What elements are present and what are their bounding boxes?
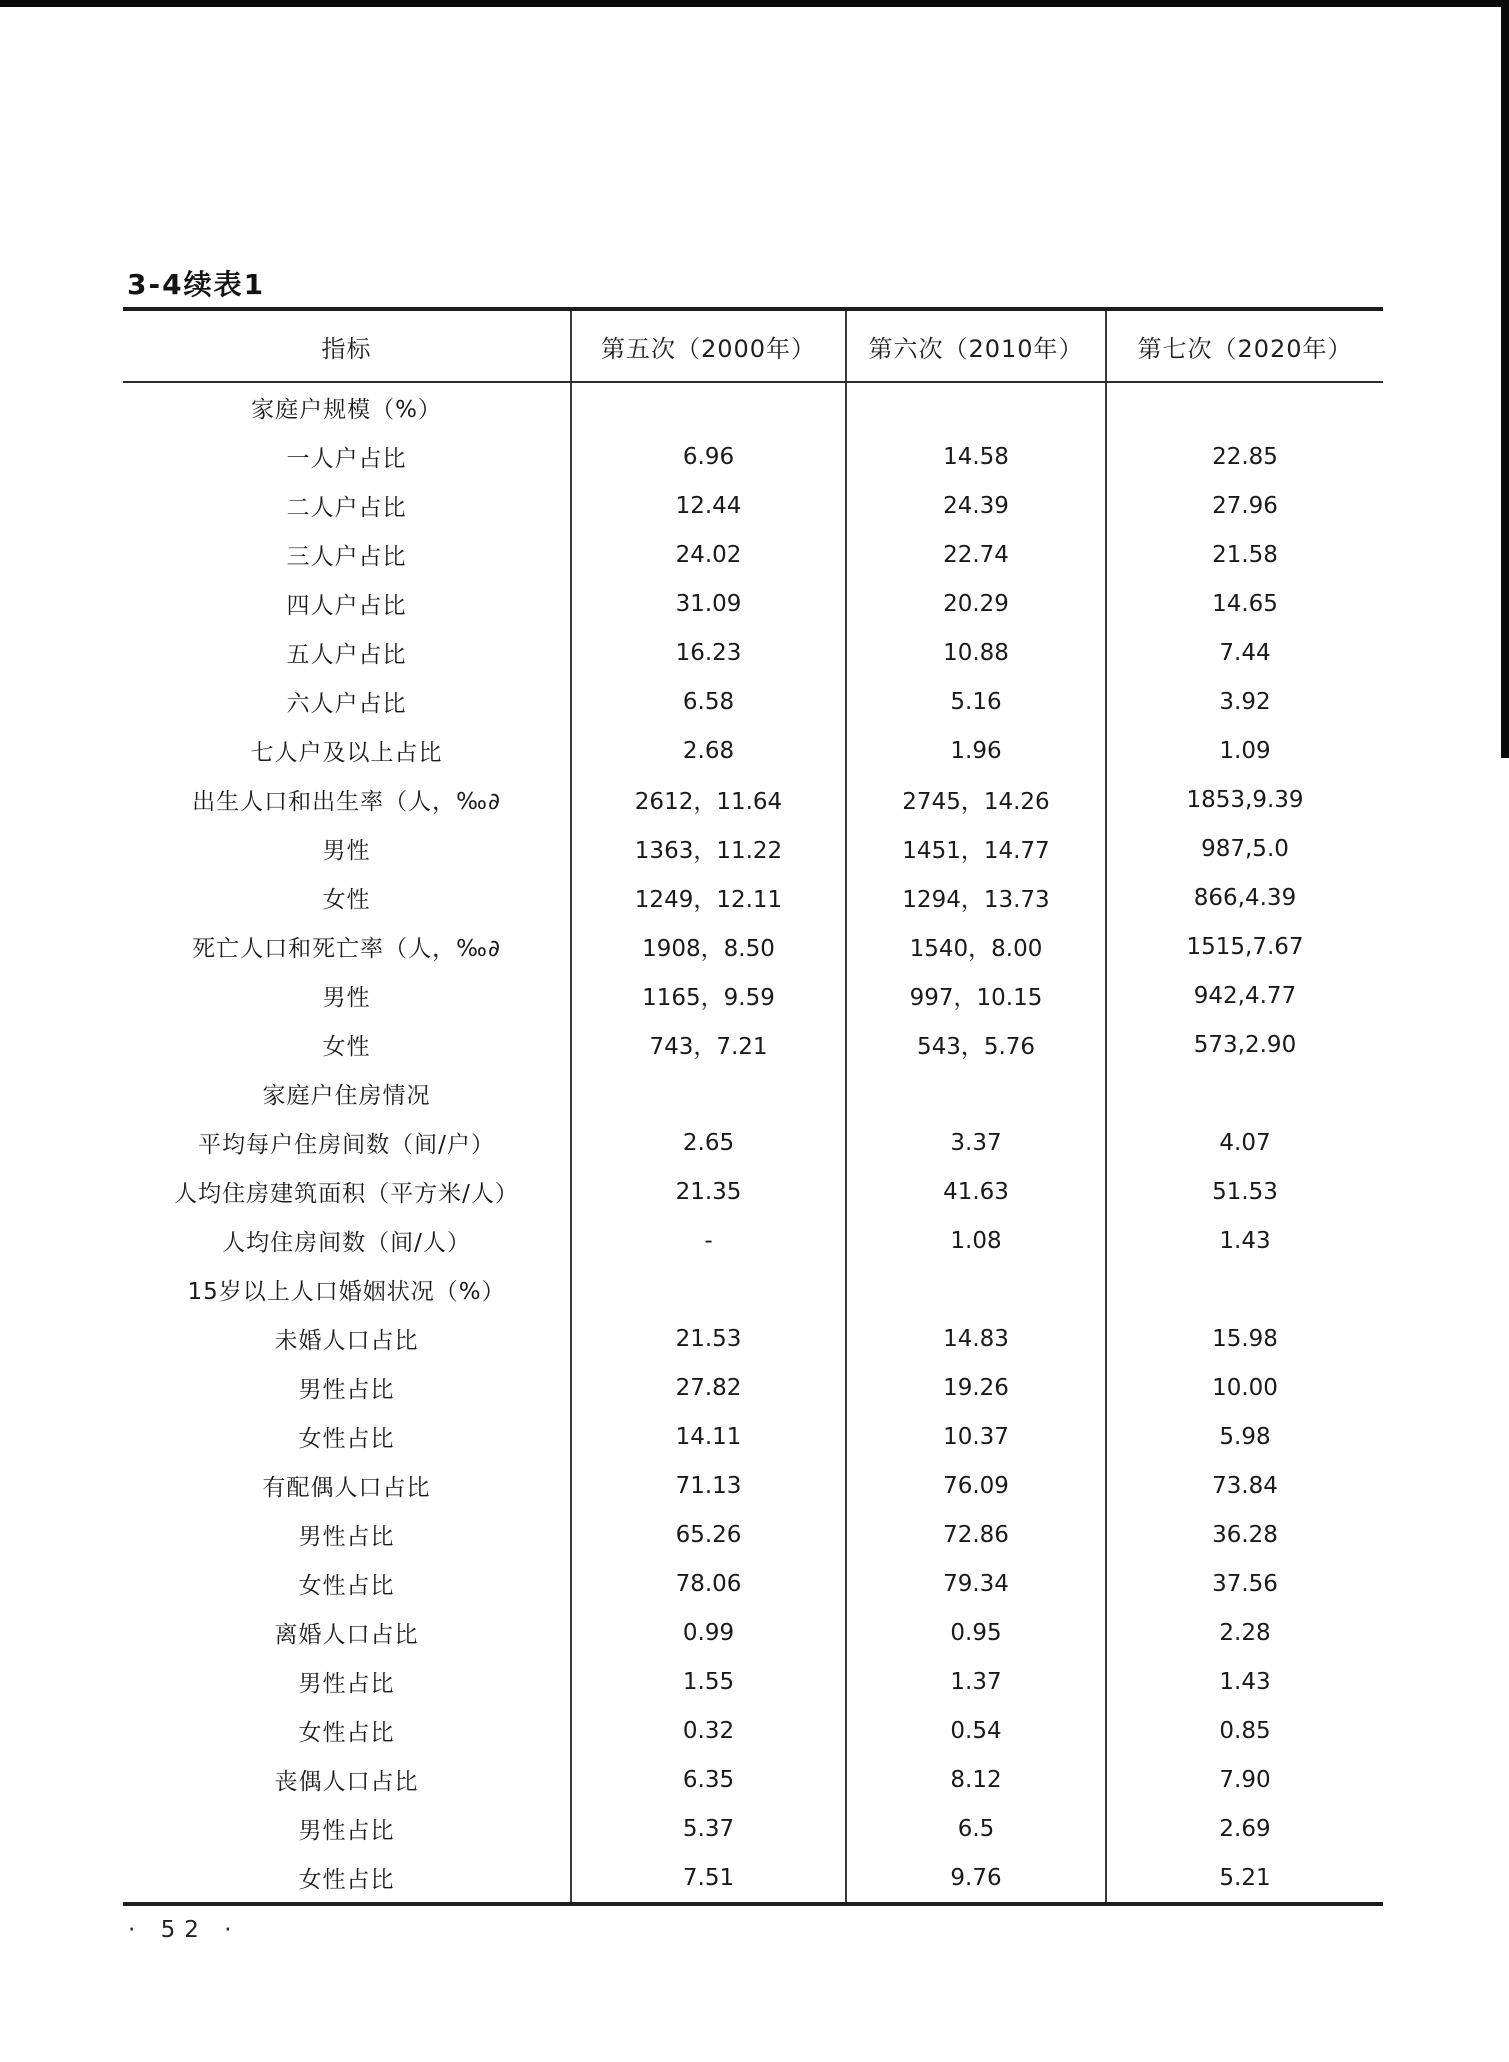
value-census-7th: 1.43	[1105, 1657, 1383, 1706]
value-census-7th: 37.56	[1105, 1559, 1383, 1608]
value-census-5th: 1249，12.11	[570, 873, 845, 922]
value-census-7th: 1.43	[1105, 1216, 1383, 1265]
row-label: 一人户占比	[286, 446, 407, 472]
value-census-6th	[845, 1069, 1105, 1118]
row-label: 出生人口和出生率（人，‰∂	[192, 789, 501, 815]
table-row	[123, 1755, 1383, 1804]
value-census-6th: 10.37	[845, 1412, 1105, 1461]
table-row	[123, 873, 1383, 922]
value-census-6th: 1540，8.00	[845, 922, 1105, 971]
value-census-5th: 14.11	[570, 1412, 845, 1461]
row-label: 未婚人口占比	[274, 1328, 419, 1354]
value-census-5th: 6.58	[570, 677, 845, 726]
table-row	[123, 383, 1383, 432]
row-label: 女性	[322, 887, 371, 913]
page-number: · 52 ·	[128, 1917, 241, 1943]
table-row	[123, 1314, 1383, 1363]
table-row	[123, 1363, 1383, 1412]
value-census-5th: 21.35	[570, 1167, 845, 1216]
table-body	[123, 383, 1383, 1902]
value-census-6th: 1.08	[845, 1216, 1105, 1265]
row-label: 离婚人口占比	[274, 1622, 419, 1648]
value-census-6th: 1451，14.77	[845, 824, 1105, 873]
value-census-7th: 0.85	[1105, 1706, 1383, 1755]
value-census-6th: 543，5.76	[845, 1020, 1105, 1069]
value-census-5th: 71.13	[570, 1461, 845, 1510]
value-census-6th: 10.88	[845, 628, 1105, 677]
row-label: 家庭户规模（%）	[251, 397, 442, 423]
value-census-7th: 22.85	[1105, 432, 1383, 481]
value-census-6th: 8.12	[845, 1755, 1105, 1804]
table-header-row	[123, 311, 1383, 383]
value-census-6th: 0.95	[845, 1608, 1105, 1657]
table-row	[123, 432, 1383, 481]
table-row	[123, 1559, 1383, 1608]
table-row	[123, 1118, 1383, 1167]
value-census-5th: 7.51	[570, 1853, 845, 1902]
value-census-7th: 573,2.90	[1105, 1020, 1383, 1069]
header-census-6th-2010: 第六次（2010年）	[845, 311, 1105, 381]
value-census-6th: 1.96	[845, 726, 1105, 775]
value-census-5th: 78.06	[570, 1559, 845, 1608]
value-census-7th	[1105, 1265, 1383, 1314]
value-census-6th: 79.34	[845, 1559, 1105, 1608]
value-census-5th: 2612，11.64	[570, 775, 845, 824]
table-row	[123, 1461, 1383, 1510]
value-census-5th	[570, 383, 845, 432]
table-row	[123, 1412, 1383, 1461]
table-row	[123, 1265, 1383, 1314]
table-row	[123, 628, 1383, 677]
header-census-7th-2020: 第七次（2020年）	[1105, 311, 1383, 381]
row-label: 七人户及以上占比	[250, 740, 443, 766]
row-label: 五人户占比	[286, 642, 407, 668]
value-census-5th: 31.09	[570, 579, 845, 628]
value-census-5th: 6.96	[570, 432, 845, 481]
value-census-6th	[845, 1265, 1105, 1314]
value-census-5th: 743，7.21	[570, 1020, 845, 1069]
value-census-7th: 5.21	[1105, 1853, 1383, 1902]
value-census-5th: -	[570, 1216, 845, 1265]
value-census-6th: 1294，13.73	[845, 873, 1105, 922]
value-census-6th: 6.5	[845, 1804, 1105, 1853]
value-census-7th: 7.90	[1105, 1755, 1383, 1804]
value-census-6th: 3.37	[845, 1118, 1105, 1167]
row-label: 男性占比	[298, 1524, 395, 1550]
row-label: 男性占比	[298, 1377, 395, 1403]
row-label: 女性	[322, 1034, 371, 1060]
header-indicator: 指标	[321, 334, 372, 363]
value-census-5th: 65.26	[570, 1510, 845, 1559]
value-census-7th: 14.65	[1105, 579, 1383, 628]
row-label: 四人户占比	[286, 593, 407, 619]
value-census-6th: 20.29	[845, 579, 1105, 628]
value-census-6th: 0.54	[845, 1706, 1105, 1755]
value-census-7th: 942,4.77	[1105, 971, 1383, 1020]
value-census-6th: 2745，14.26	[845, 775, 1105, 824]
value-census-5th: 6.35	[570, 1755, 845, 1804]
value-census-5th: 2.68	[570, 726, 845, 775]
table-row	[123, 1706, 1383, 1755]
value-census-7th: 36.28	[1105, 1510, 1383, 1559]
value-census-7th: 1.09	[1105, 726, 1383, 775]
value-census-7th: 1853,9.39	[1105, 775, 1383, 824]
table-row	[123, 1608, 1383, 1657]
row-label: 女性占比	[298, 1867, 395, 1893]
table-row	[123, 1167, 1383, 1216]
value-census-5th: 1165，9.59	[570, 971, 845, 1020]
value-census-5th: 1908，8.50	[570, 922, 845, 971]
row-label: 15岁以上人口婚姻状况（%）	[187, 1279, 506, 1305]
value-census-7th: 3.92	[1105, 677, 1383, 726]
table-row	[123, 726, 1383, 775]
value-census-5th: 0.32	[570, 1706, 845, 1755]
row-label: 男性	[322, 985, 371, 1011]
row-label: 人均住房建筑面积（平方米/人）	[174, 1181, 519, 1207]
value-census-7th: 5.98	[1105, 1412, 1383, 1461]
value-census-5th: 21.53	[570, 1314, 845, 1363]
table-row	[123, 971, 1383, 1020]
table-row	[123, 1804, 1383, 1853]
value-census-6th: 14.58	[845, 432, 1105, 481]
row-label: 女性占比	[298, 1720, 395, 1746]
value-census-7th	[1105, 1069, 1383, 1118]
table-row	[123, 1069, 1383, 1118]
value-census-5th: 27.82	[570, 1363, 845, 1412]
value-census-5th: 24.02	[570, 530, 845, 579]
value-census-6th: 24.39	[845, 481, 1105, 530]
value-census-7th: 7.44	[1105, 628, 1383, 677]
value-census-6th: 1.37	[845, 1657, 1105, 1706]
value-census-7th: 1515,7.67	[1105, 922, 1383, 971]
row-label: 男性占比	[298, 1818, 395, 1844]
table-row	[123, 922, 1383, 971]
value-census-7th: 15.98	[1105, 1314, 1383, 1363]
value-census-7th: 21.58	[1105, 530, 1383, 579]
table-row	[123, 1216, 1383, 1265]
row-label: 平均每户住房间数（间/户）	[198, 1132, 495, 1158]
row-label: 有配偶人口占比	[262, 1475, 431, 1501]
table-row	[123, 530, 1383, 579]
value-census-5th: 1.55	[570, 1657, 845, 1706]
value-census-6th: 9.76	[845, 1853, 1105, 1902]
table-row	[123, 1657, 1383, 1706]
value-census-5th	[570, 1265, 845, 1314]
value-census-7th: 866,4.39	[1105, 873, 1383, 922]
value-census-7th: 2.69	[1105, 1804, 1383, 1853]
row-label: 二人户占比	[286, 495, 407, 521]
value-census-6th: 5.16	[845, 677, 1105, 726]
scan-edge-right	[1501, 0, 1509, 758]
row-label: 三人户占比	[286, 544, 407, 570]
table-row	[123, 1020, 1383, 1069]
census-continuation-table	[123, 307, 1383, 1906]
value-census-5th	[570, 1069, 845, 1118]
value-census-6th: 14.83	[845, 1314, 1105, 1363]
value-census-5th: 16.23	[570, 628, 845, 677]
table-row	[123, 1510, 1383, 1559]
value-census-5th: 12.44	[570, 481, 845, 530]
row-label: 死亡人口和死亡率（人，‰∂	[192, 936, 501, 962]
row-label: 家庭户住房情况	[262, 1083, 431, 1109]
table-row	[123, 677, 1383, 726]
table-title: 3-4续表1	[127, 268, 266, 301]
value-census-7th: 27.96	[1105, 481, 1383, 530]
value-census-7th	[1105, 383, 1383, 432]
value-census-6th: 997，10.15	[845, 971, 1105, 1020]
row-label: 男性	[322, 838, 371, 864]
value-census-7th: 987,5.0	[1105, 824, 1383, 873]
value-census-5th: 0.99	[570, 1608, 845, 1657]
row-label: 人均住房间数（间/人）	[222, 1230, 471, 1256]
value-census-6th: 72.86	[845, 1510, 1105, 1559]
table-row	[123, 775, 1383, 824]
value-census-5th: 1363，11.22	[570, 824, 845, 873]
value-census-7th: 51.53	[1105, 1167, 1383, 1216]
value-census-7th: 4.07	[1105, 1118, 1383, 1167]
table-row	[123, 824, 1383, 873]
table-row	[123, 579, 1383, 628]
value-census-5th: 5.37	[570, 1804, 845, 1853]
value-census-6th: 41.63	[845, 1167, 1105, 1216]
table-row	[123, 1853, 1383, 1902]
value-census-7th: 10.00	[1105, 1363, 1383, 1412]
row-label: 丧偶人口占比	[274, 1769, 419, 1795]
value-census-7th: 73.84	[1105, 1461, 1383, 1510]
value-census-5th: 2.65	[570, 1118, 845, 1167]
header-census-5th-2000: 第五次（2000年）	[570, 311, 845, 381]
row-label: 女性占比	[298, 1426, 395, 1452]
scan-edge-top	[0, 0, 1509, 7]
value-census-6th: 22.74	[845, 530, 1105, 579]
row-label: 女性占比	[298, 1573, 395, 1599]
value-census-6th	[845, 383, 1105, 432]
row-label: 男性占比	[298, 1671, 395, 1697]
value-census-6th: 19.26	[845, 1363, 1105, 1412]
table-row	[123, 481, 1383, 530]
value-census-7th: 2.28	[1105, 1608, 1383, 1657]
row-label: 六人户占比	[286, 691, 407, 717]
value-census-6th: 76.09	[845, 1461, 1105, 1510]
